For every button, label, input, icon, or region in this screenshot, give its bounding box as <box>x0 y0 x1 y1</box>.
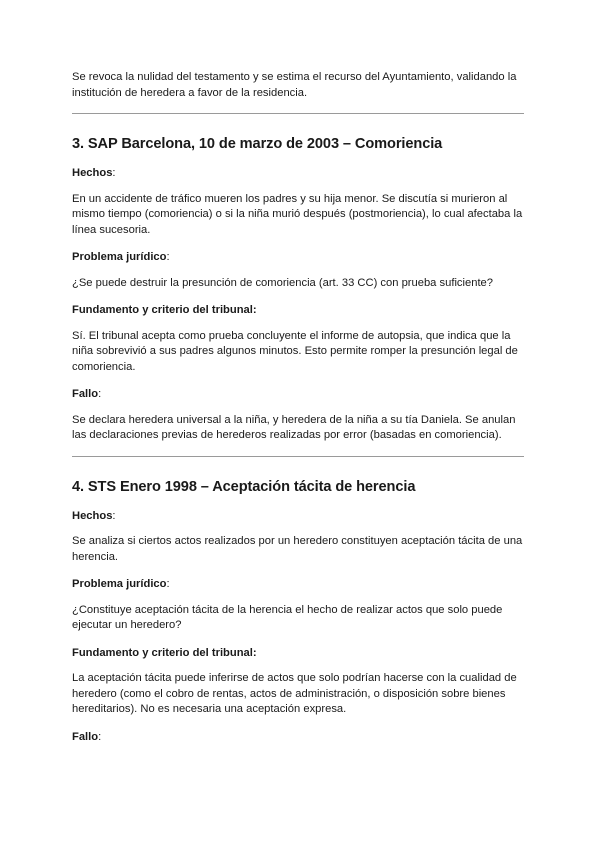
problema-label: Problema jurídico: <box>72 251 170 263</box>
hechos-label: Hechos: <box>72 509 116 522</box>
problema-label: Problema jurídico: <box>72 578 170 590</box>
hechos-text: Se analiza si ciertos actos realizados por un heredero constituyen aceptación tácita de una herencia. <box>72 535 523 563</box>
fallo-text: Se declara heredera universal a la niña, y heredera de la niña a su tía Daniela. Se anulan las declaraciones previas de herederos realizadas por error (basadas en comoriencia). <box>72 413 516 441</box>
fundamento-label: Fundamento y criterio del tribunal: <box>72 304 257 316</box>
section-title: 3. SAP Barcelona, 10 de marzo de 2003 – Comoriencia <box>72 136 443 152</box>
fallo-label: Fallo: <box>72 388 102 400</box>
intro-paragraph: Se revoca la nulidad del testamento y se estima el recurso del Ayuntamiento, validando la institución de heredera a favor de la residencia. <box>72 71 517 99</box>
section-divider <box>72 456 524 457</box>
problema-text: ¿Se puede destruir la presunción de comoriencia (art. 33 CC) con prueba suficiente? <box>72 276 494 289</box>
fundamento-label: Fundamento y criterio del tribunal: <box>72 646 257 659</box>
problema-text: ¿Constituye aceptación tácita de la herencia el hecho de realizar actos que solo puede ejecutar un heredero? <box>72 603 503 631</box>
fundamento-text: La aceptación tácita puede inferirse de actos que solo podrían hacerse con la cualidad de heredero (como el cobro de rentas, actos de administración, o disposición sobre bienes hereditarios). No es necesaria una aceptación expresa. <box>72 672 517 715</box>
hechos-label: Hechos: <box>72 167 116 179</box>
section-title: 4. STS Enero 1998 – Aceptación tácita de herencia <box>72 478 416 495</box>
document-page <box>72 70 528 755</box>
fundamento-text: Sí. El tribunal acepta como prueba concluyente el informe de autopsia, que indica que la niña sobrevivió a sus padres algunos minutos. Esto permite romper la presunción legal de comoriencia. <box>72 329 518 373</box>
hechos-text: En un accidente de tráfico mueren los padres y su hija menor. Se discutía si murieron al mismo tiempo (comoriencia) o si la niña murió después (postmoriencia), lo cual afectaba la línea sucesoria. <box>72 192 523 236</box>
fallo-label: Fallo: <box>72 730 102 743</box>
section-divider <box>72 113 524 114</box>
